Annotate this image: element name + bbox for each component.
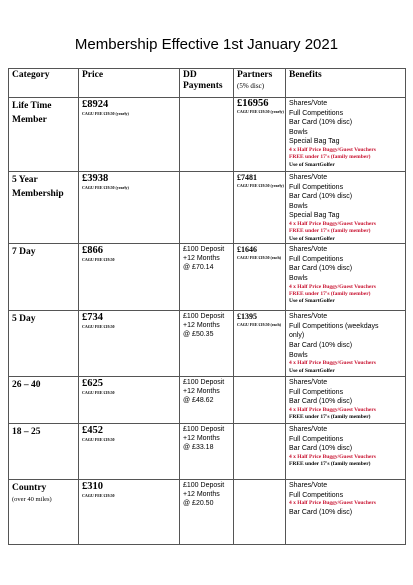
benefit-item: 4 x Half Price Buggy/Guest Vouchers <box>289 283 376 290</box>
partners-cell <box>234 244 286 311</box>
header-dd-payments: DD Payments <box>180 69 234 98</box>
partner-price: £16956 <box>237 98 269 109</box>
dd-line: @ £70.14 <box>183 264 214 272</box>
dd-line: +12 Months <box>183 435 220 443</box>
dd-payments-cell <box>180 311 234 377</box>
price-value: £310 <box>82 481 103 493</box>
page-title: Membership Effective 1st January 2021 <box>74 36 339 53</box>
category-cell <box>9 98 79 172</box>
benefit-item: Bowls <box>289 128 308 136</box>
partners-cell <box>234 424 286 480</box>
benefit-item: Shares/Vote <box>289 174 328 181</box>
table-row <box>9 98 406 172</box>
dd-line: @ £50.35 <box>183 331 214 339</box>
header-benefits: Benefits <box>286 69 406 98</box>
membership-table <box>8 68 406 545</box>
benefit-item: FREE under 17's (family member) <box>289 461 371 468</box>
price-cell <box>79 98 180 172</box>
benefit-item: FREE under 17's (family member) <box>289 228 371 235</box>
category-cell <box>9 377 79 424</box>
dd-payments-cell <box>180 424 234 480</box>
cagu-fee: CAGU FEE £19.50 <box>82 324 115 330</box>
dd-line: @ £20.50 <box>183 500 214 508</box>
benefit-item: Bar Card (10% disc) <box>289 341 353 349</box>
benefits-cell <box>286 98 406 172</box>
benefit-item: FREE under 17's (family member) <box>289 414 371 421</box>
price-value: £866 <box>82 245 103 257</box>
cagu-fee: CAGU FEE £19.50 <box>82 390 115 396</box>
price-value: £734 <box>82 312 103 324</box>
dd-payments-cell <box>180 172 234 244</box>
benefit-item: Special Bag Tag <box>289 138 340 146</box>
benefit-item: Bar Card (10% disc) <box>289 119 353 127</box>
benefit-item: Full Competitions <box>289 109 344 117</box>
table-row <box>9 424 406 480</box>
benefit-item: 4 x Half Price Buggy/Guest Vouchers <box>289 406 376 413</box>
price-cell <box>79 244 180 311</box>
benefit-item: Bar Card (10% disc) <box>289 508 353 516</box>
benefit-item: Full Competitions <box>289 435 344 443</box>
benefit-item: 4 x Half Price Buggy/Guest Vouchers <box>289 146 376 153</box>
table-header-row <box>9 69 406 98</box>
benefits-cell <box>286 424 406 480</box>
dd-line: +12 Months <box>183 255 220 263</box>
dd-line: £100 Deposit <box>183 482 225 490</box>
partner-cagu-fee: CAGU FEE £19.50 (each) <box>237 255 281 261</box>
benefit-item: Use of SmartGolfer <box>289 367 335 374</box>
benefit-item: FREE under 17's (family member) <box>289 290 371 297</box>
category-cell <box>9 424 79 480</box>
benefits-cell <box>286 311 406 377</box>
benefit-item: Shares/Vote <box>289 379 328 387</box>
partners-cell <box>234 480 286 545</box>
benefit-item: Full Competitions <box>289 388 344 396</box>
benefit-item: Full Competitions (weekdays <box>289 322 379 330</box>
benefit-item: Full Competitions <box>289 255 344 263</box>
benefits-cell <box>286 172 406 244</box>
price-cell <box>79 311 180 377</box>
dd-line: £100 Deposit <box>183 313 225 321</box>
benefit-item: 4 x Half Price Buggy/Guest Vouchers <box>289 500 376 507</box>
benefit-item: Bar Card (10% disc) <box>289 193 353 201</box>
benefit-item: Shares/Vote <box>289 246 328 254</box>
category-name: 5 Year Membership <box>12 175 64 199</box>
benefit-item: only) <box>289 332 305 340</box>
category-name: 5 Day <box>12 314 36 325</box>
header-partners-sub: (5% disc) <box>237 82 265 90</box>
dd-line: £100 Deposit <box>183 426 225 434</box>
partner-cagu-fee: CAGU FEE £19.50 (each) <box>237 322 281 328</box>
header-price: Price <box>79 69 180 98</box>
category-cell <box>9 172 79 244</box>
cagu-fee: CAGU FEE £19.50 <box>82 437 115 443</box>
benefit-item: Bar Card (10% disc) <box>289 398 353 406</box>
partners-cell <box>234 377 286 424</box>
category-name: Life Time Member <box>12 101 52 125</box>
partner-price: £7481 <box>237 173 257 182</box>
table-row <box>9 480 406 545</box>
header-partners: Partners (5% disc) <box>234 69 286 98</box>
benefit-item: Shares/Vote <box>289 100 328 107</box>
category-cell <box>9 244 79 311</box>
partner-price: £1395 <box>237 312 257 322</box>
dd-payments-cell <box>180 98 234 172</box>
header-category: Category <box>9 69 79 98</box>
partner-cagu-fee: CAGU FEE £19.50 (yearly) <box>237 183 284 188</box>
benefit-item: Special Bag Tag <box>289 212 340 220</box>
price-value: £625 <box>82 378 103 390</box>
benefit-item: Use of SmartGolfer <box>289 298 335 305</box>
benefit-item: Full Competitions <box>289 491 344 499</box>
benefit-item: Bowls <box>289 202 308 210</box>
cagu-fee: CAGU FEE £19.50 (yearly) <box>82 111 129 116</box>
benefit-item: 4 x Half Price Buggy/Guest Vouchers <box>289 360 376 367</box>
dd-payments-cell <box>180 244 234 311</box>
cagu-fee: CAGU FEE £19.50 <box>82 257 115 263</box>
partners-cell <box>234 98 286 172</box>
dd-line: +12 Months <box>183 388 220 396</box>
table-row <box>9 311 406 377</box>
table-row <box>9 244 406 311</box>
partners-cell <box>234 311 286 377</box>
partner-cagu-fee: CAGU FEE £19.50 (yearly) <box>237 109 284 114</box>
benefit-item: Shares/Vote <box>289 313 328 321</box>
benefit-item: Shares/Vote <box>289 426 328 434</box>
cagu-fee: CAGU FEE £19.50 <box>82 493 115 499</box>
price-cell <box>79 480 180 545</box>
price-value: £452 <box>82 425 103 437</box>
partner-price: £1646 <box>237 245 257 255</box>
benefit-item: Shares/Vote <box>289 482 328 490</box>
dd-line: @ £48.62 <box>183 397 214 405</box>
benefit-item: Bar Card (10% disc) <box>289 265 353 273</box>
dd-line: @ £33.18 <box>183 444 214 452</box>
partners-cell <box>234 172 286 244</box>
benefit-item: 4 x Half Price Buggy/Guest Vouchers <box>289 220 376 227</box>
table-row <box>9 377 406 424</box>
price-value: £3938 <box>82 173 109 184</box>
benefit-item: 4 x Half Price Buggy/Guest Vouchers <box>289 453 376 460</box>
benefits-cell <box>286 480 406 545</box>
benefits-cell <box>286 244 406 311</box>
benefit-item: Bowls <box>289 274 308 282</box>
table-row <box>9 172 406 244</box>
dd-line: +12 Months <box>183 322 220 330</box>
benefits-cell <box>286 377 406 424</box>
benefit-item: Bar Card (10% disc) <box>289 445 353 453</box>
benefit-item: Bowls <box>289 351 308 359</box>
price-cell <box>79 424 180 480</box>
benefit-item: Use of SmartGolfer <box>289 161 335 168</box>
benefit-item: Full Competitions <box>289 183 344 191</box>
dd-payments-cell <box>180 377 234 424</box>
dd-line: £100 Deposit <box>183 379 225 387</box>
price-value: £8924 <box>82 99 109 110</box>
benefit-item: Use of SmartGolfer <box>289 235 335 242</box>
category-cell <box>9 480 79 545</box>
category-name: 18 – 25 <box>12 427 41 438</box>
benefit-item: FREE under 17's (family member) <box>289 154 371 161</box>
dd-line: +12 Months <box>183 491 220 499</box>
category-note: (over 40 miles) <box>12 496 52 504</box>
dd-payments-cell <box>180 480 234 545</box>
dd-line: £100 Deposit <box>183 246 225 254</box>
price-cell <box>79 377 180 424</box>
category-name: 26 – 40 <box>12 380 41 391</box>
category-name: 7 Day <box>12 247 36 258</box>
category-cell <box>9 311 79 377</box>
price-cell <box>79 172 180 244</box>
category-name: Country <box>12 483 47 494</box>
cagu-fee: CAGU FEE £19.50 (yearly) <box>82 185 129 190</box>
